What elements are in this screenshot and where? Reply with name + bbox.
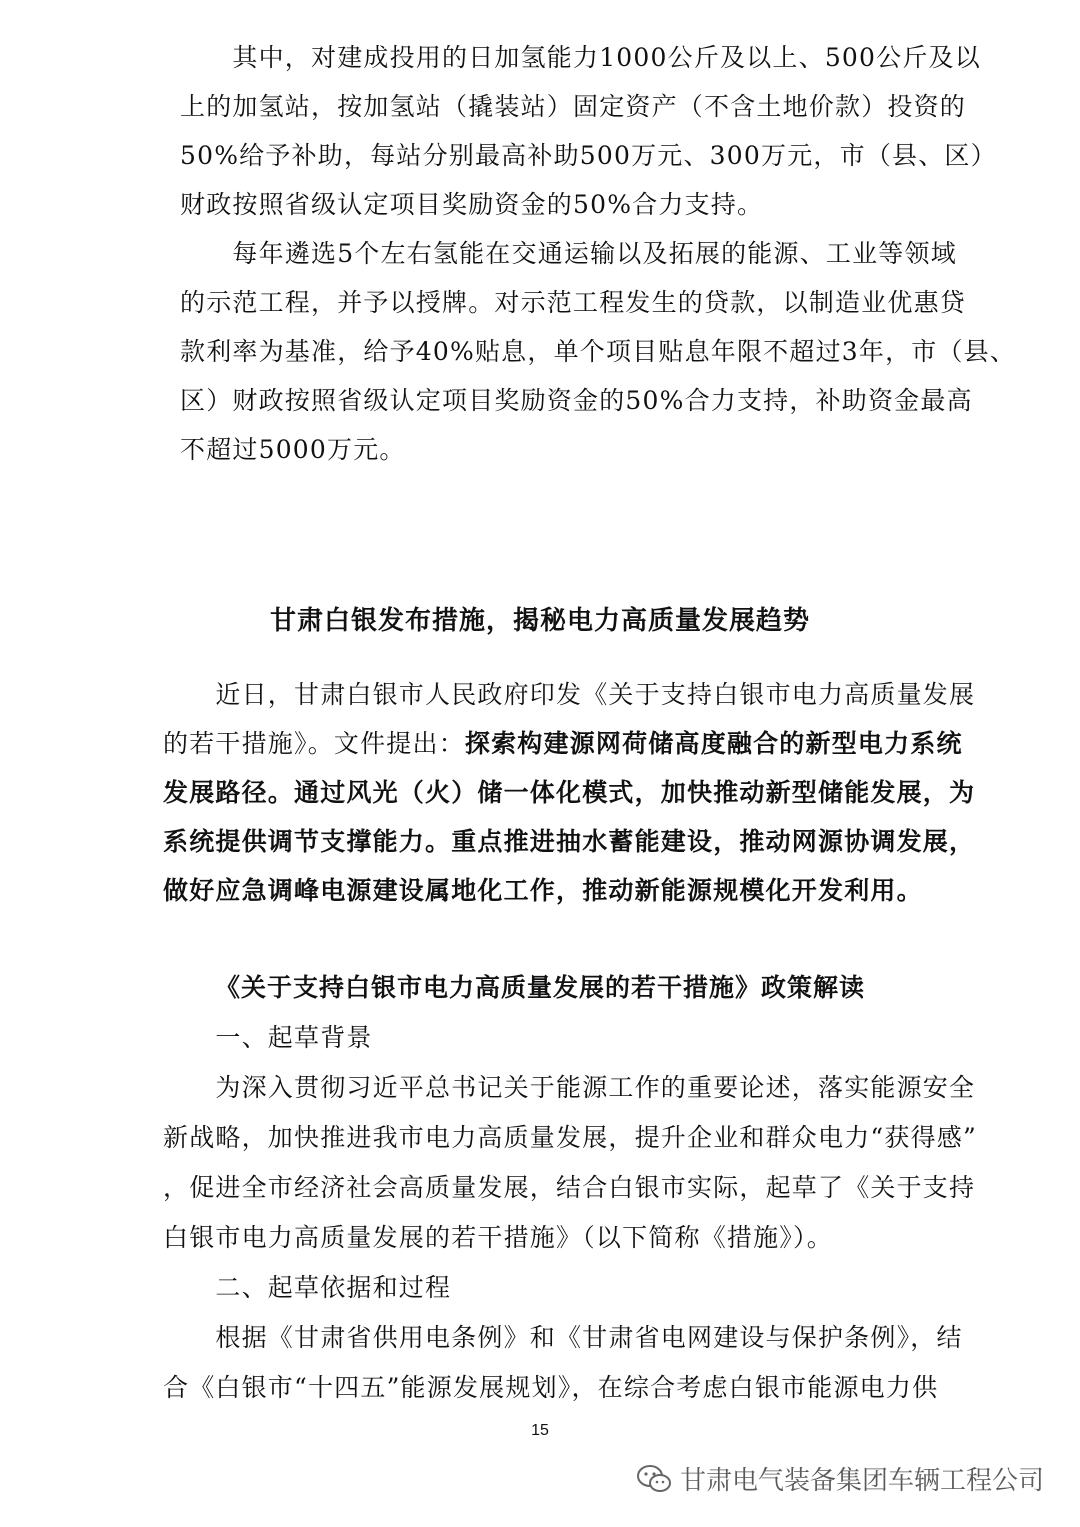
watermark-text: 甘肃电气装备集团车辆工程公司 xyxy=(679,1466,1044,1496)
section-line: 合《白银市“十四五”能源发展规划》，在综合考虑白银市能源电力供 xyxy=(163,1373,939,1402)
paragraph-line: 的示范工程，并予以授牌。对示范工程发生的贷款，以制造业优惠贷 xyxy=(180,288,967,317)
section-heading: 二、起草依据和过程 xyxy=(163,1273,452,1302)
section-line: 根据《甘肃省供用电条例》和《甘肃省电网建设与保护条例》，结 xyxy=(163,1323,963,1352)
article-title: 甘肃白银发布措施，揭秘电力高质量发展趋势 xyxy=(269,606,810,636)
section-heading: 一、起草背景 xyxy=(163,1023,373,1052)
paragraph-line: 区）财政按照省级认定项目奖励资金的50%合力支持，补助资金最高 xyxy=(180,386,973,415)
paragraph-line: 上的加氢站，按加氢站（撬装站）固定资产（不含土地价款）投资的 xyxy=(180,92,967,121)
intro-normal-text: 的若干措施》。文件提出： xyxy=(163,729,465,758)
section-line: 白银市电力高质量发展的若干措施》（以下简称《措施》）。 xyxy=(163,1223,833,1252)
article-intro-line: 近日，甘肃白银市人民政府印发《关于支持白银市电力高质量发展 xyxy=(163,680,976,709)
intro-bold-text: 探索构建源网荷储高度融合的新型电力系统 xyxy=(464,729,963,758)
paragraph-line: 每年遴选5个左右氢能在交通运输以及拓展的能源、工业等领域 xyxy=(180,239,957,268)
paragraph-line: 其中，对建成投用的日加氢能力1000公斤及以上、500公斤及以 xyxy=(180,43,981,72)
paragraph-line: 不超过5000万元。 xyxy=(180,435,406,464)
paragraph-line: 款利率为基准，给予40%贴息，单个项目贴息年限不超过3年，市（县、 xyxy=(180,337,1017,366)
paragraph-line: 50%给予补助，每站分别最高补助500万元、300万元，市（县、区） xyxy=(180,141,997,170)
watermark xyxy=(636,1460,1044,1497)
section-line: ，促进全市经济社会高质量发展，结合白银市实际，起草了《关于支持 xyxy=(163,1173,976,1202)
wechat-icon xyxy=(636,1463,672,1495)
paragraph-line: 财政按照省级认定项目奖励资金的50%合力支持。 xyxy=(180,190,764,219)
article-intro-line xyxy=(163,724,963,760)
article-bold-line: 做好应急调峰电源建设属地化工作，推动新能源规模化开发利用。 xyxy=(163,876,923,905)
policy-title: 《关于支持白银市电力高质量发展的若干措施》政策解读 xyxy=(214,973,865,1002)
article-bold-line: 发展路径。通过风光（火）储一体化模式，加快推动新型储能发展，为 xyxy=(163,778,976,807)
article-bold-line: 系统提供调节支撑能力。重点推进抽水蓄能建设，推动网源协调发展， xyxy=(163,827,976,856)
section-line: 为深入贯彻习近平总书记关于能源工作的重要论述，落实能源安全 xyxy=(163,1073,976,1102)
section-line: 新战略，加快推进我市电力高质量发展，提升企业和群众电力“获得感” xyxy=(163,1123,977,1152)
page-number: 15 xyxy=(531,1422,549,1439)
